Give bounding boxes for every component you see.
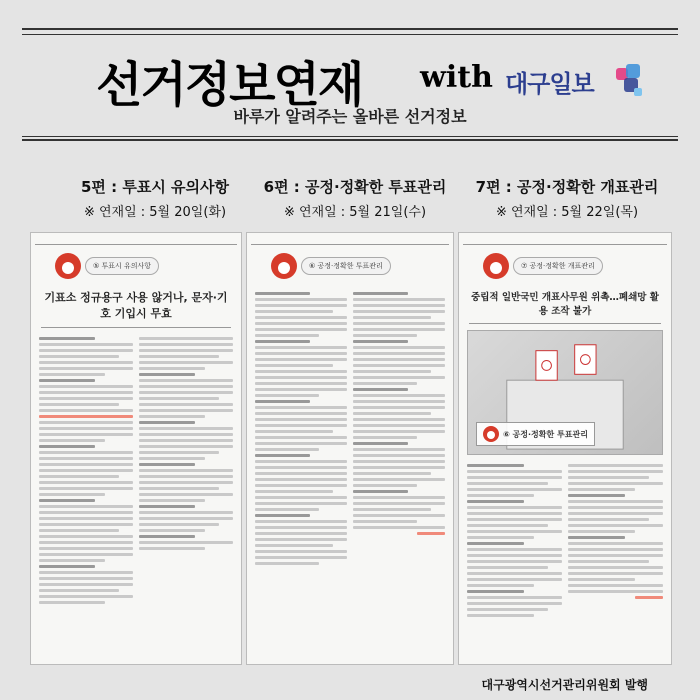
badge-label: ⑦ 공정·정확한 개표관리 — [513, 257, 603, 275]
newspaper-clipping-5 — [30, 232, 242, 665]
top-rule — [22, 28, 678, 30]
mascot-icon — [55, 253, 81, 279]
clipping-masthead — [251, 235, 449, 245]
mascot-icon — [483, 253, 509, 279]
mascot-icon — [271, 253, 297, 279]
header-rule-thin — [22, 136, 678, 137]
episode-7-date: ※ 연재일 : 5월 22일(목) — [495, 205, 639, 220]
publisher-credit: 대구광역시선거관리위원회 발행 — [481, 678, 648, 692]
newspaper-clipping-7 — [458, 232, 672, 665]
ballot-photo — [467, 330, 663, 455]
article-body — [247, 289, 453, 568]
episode-6-heading: 6편 : 공정·정확한 투표관리 — [263, 178, 447, 196]
header-rule — [22, 139, 678, 141]
episode-5-date: ※ 연재일 : 5월 20일(화) — [83, 205, 227, 220]
series-badge — [271, 253, 453, 279]
top-rule-thin — [22, 34, 678, 35]
with-label: with — [420, 60, 493, 95]
article-body — [459, 461, 671, 620]
page-title: 선거정보연재 — [96, 57, 363, 113]
clipping-headline: 중립적 일반국민 개표사무원 위촉…폐쇄망 활용 조작 불가 — [469, 289, 661, 324]
series-badge — [55, 253, 241, 279]
brand-logo-icon — [614, 62, 646, 102]
photo-overlay-label: ⑥ 공정·정확한 투표관리 — [503, 429, 588, 439]
badge-label: ⑥ 공정·정확한 투표관리 — [301, 257, 391, 275]
clipping-masthead — [463, 235, 667, 245]
mascot-icon — [483, 426, 499, 442]
badge-label: ⑤ 투표시 유의사항 — [85, 257, 159, 275]
newspaper-clipping-6 — [246, 232, 454, 665]
clipping-masthead — [35, 235, 237, 245]
episode-7-heading: 7편 : 공정·정확한 개표관리 — [475, 178, 659, 196]
series-badge — [483, 253, 671, 279]
brand-name: 대구일보 — [505, 70, 594, 98]
episode-6-date: ※ 연재일 : 5월 21일(수) — [283, 205, 427, 220]
clipping-headline: 기표소 정규용구 사용 않거나, 문자·기호 기입시 무효 — [41, 289, 231, 328]
page-subtitle: 바루가 알려주는 올바른 선거정보 — [233, 107, 467, 126]
photo-overlay-badge — [476, 422, 595, 446]
article-body — [31, 334, 241, 607]
episode-5-heading: 5편 : 투표시 유의사항 — [80, 178, 230, 196]
